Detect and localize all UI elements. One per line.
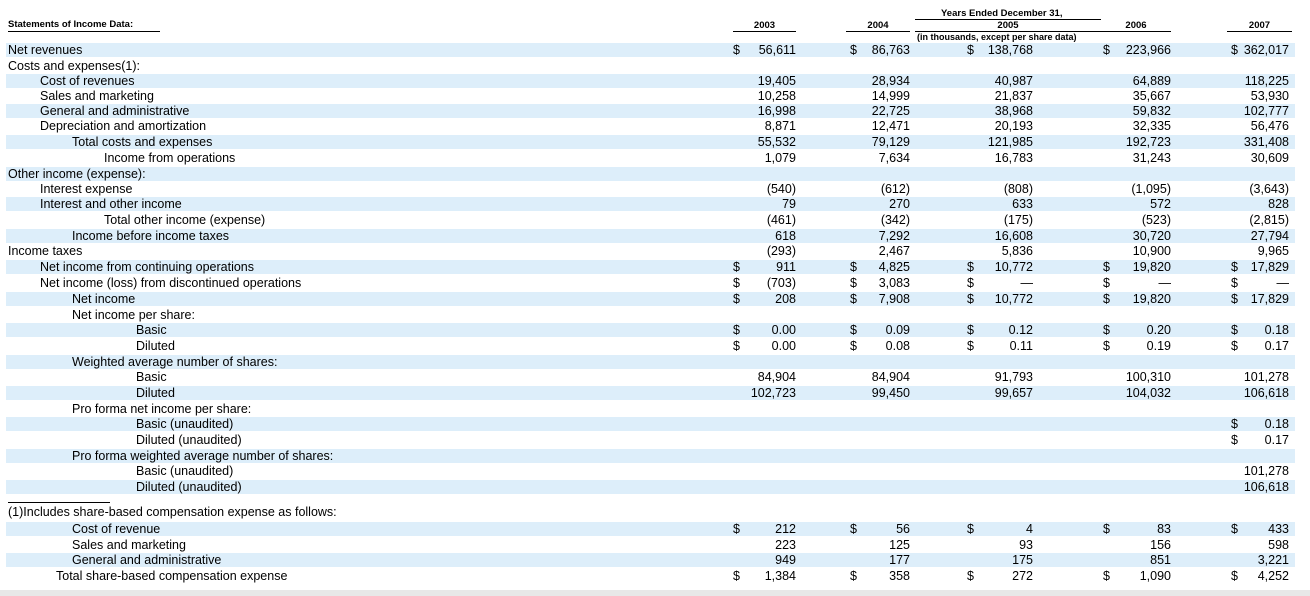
- row-value: 0.17: [1264, 433, 1289, 447]
- row-value: —: [1158, 276, 1171, 290]
- row-value: 56: [896, 522, 910, 536]
- currency-symbol: $: [1231, 43, 1238, 57]
- row-label: Net income from continuing operations: [40, 260, 255, 274]
- row-value: 104,032: [1125, 386, 1171, 400]
- page-bottom-edge: [0, 590, 1310, 596]
- currency-symbol: $: [733, 276, 740, 290]
- row-label: Pro forma weighted average number of shares:: [72, 449, 334, 463]
- row-value: 99,657: [994, 386, 1033, 400]
- year-header-2007: 2007: [1248, 20, 1271, 31]
- row-value: 30,720: [1132, 229, 1171, 243]
- row-label: Basic (unaudited): [136, 464, 234, 478]
- year-header-2003: 2003: [753, 20, 776, 31]
- row-value: 12,471: [871, 119, 910, 133]
- row-value: 16,608: [994, 229, 1033, 243]
- currency-symbol: $: [850, 276, 857, 290]
- year-header-2004: 2004: [867, 20, 889, 31]
- row-value: —: [1020, 276, 1033, 290]
- row-value: 212: [775, 522, 796, 536]
- row-label: Costs and expenses(1):: [8, 59, 141, 73]
- row-value: 433: [1268, 522, 1289, 536]
- row-label: Net revenues: [8, 43, 83, 57]
- row-value: 1,384: [764, 569, 796, 583]
- row-value: 101,278: [1243, 370, 1289, 384]
- currency-symbol: $: [1103, 339, 1110, 353]
- currency-symbol: $: [1103, 292, 1110, 306]
- row-value: 4,252: [1257, 569, 1289, 583]
- section-title-underline: [8, 31, 160, 32]
- row-value: 331,408: [1243, 135, 1289, 149]
- currency-symbol: $: [850, 522, 857, 536]
- currency-symbol: $: [850, 260, 857, 274]
- footnote-label: (1)Includes share-based compensation expense as follows:: [8, 505, 337, 519]
- row-value: 618: [775, 229, 796, 243]
- row-value: 572: [1150, 197, 1171, 211]
- row-value: 0.18: [1264, 323, 1289, 337]
- row-value: 0.19: [1146, 339, 1171, 353]
- row-label: Pro forma net income per share:: [72, 402, 252, 416]
- currency-symbol: $: [733, 569, 740, 583]
- row-value: (703): [766, 276, 796, 290]
- row-label: Net income per share:: [72, 308, 195, 322]
- row-label: Diluted (unaudited): [136, 480, 242, 494]
- row-value: 0.08: [885, 339, 910, 353]
- row-label: Total share-based compensation expense: [56, 569, 288, 583]
- row-value: 138,768: [987, 43, 1033, 57]
- year-header-2006: 2006: [1125, 20, 1147, 31]
- year-header-underline: [1227, 31, 1292, 32]
- row-value: (808): [1003, 182, 1033, 196]
- row-value: (175): [1003, 213, 1033, 227]
- row-value: 358: [889, 569, 910, 583]
- currency-symbol: $: [1103, 569, 1110, 583]
- row-value: (3,643): [1249, 182, 1289, 196]
- row-value: 17,829: [1250, 292, 1289, 306]
- row-value: 8,871: [764, 119, 796, 133]
- row-label: Diluted: [136, 339, 175, 353]
- row-value: 101,278: [1243, 464, 1289, 478]
- row-value: 0.12: [1008, 323, 1033, 337]
- row-value: 84,904: [757, 370, 796, 384]
- section-title: Statements of Income Data:: [8, 19, 134, 30]
- row-value: 20,193: [994, 119, 1033, 133]
- currency-symbol: $: [850, 43, 857, 57]
- row-value: 55,532: [757, 135, 796, 149]
- row-value: (342): [880, 213, 910, 227]
- row-value: 40,987: [994, 74, 1033, 88]
- row-label: Total other income (expense): [104, 213, 266, 227]
- currency-symbol: $: [733, 522, 740, 536]
- row-value: 10,900: [1132, 244, 1171, 258]
- currency-symbol: $: [967, 276, 974, 290]
- row-value: 223: [775, 538, 796, 552]
- row-value: 53,930: [1250, 89, 1289, 103]
- row-value: 828: [1268, 197, 1289, 211]
- currency-symbol: $: [1103, 323, 1110, 337]
- row-value: 4: [1026, 522, 1033, 536]
- row-value: 223,966: [1125, 43, 1171, 57]
- row-value: 19,820: [1132, 260, 1171, 274]
- currency-symbol: $: [1103, 260, 1110, 274]
- row-value: 38,968: [994, 104, 1033, 118]
- row-value: 0.00: [771, 339, 796, 353]
- row-label: Sales and marketing: [72, 538, 186, 552]
- currency-symbol: $: [733, 292, 740, 306]
- row-label: Weighted average number of shares:: [72, 355, 278, 369]
- currency-symbol: $: [967, 292, 974, 306]
- row-label: Sales and marketing: [40, 89, 154, 103]
- year-header-underline: [733, 31, 796, 32]
- row-label: General and administrative: [40, 104, 190, 118]
- currency-symbol: $: [1231, 339, 1238, 353]
- row-value: 93: [1019, 538, 1033, 552]
- row-value: (523): [1141, 213, 1171, 227]
- row-value: 0.20: [1146, 323, 1171, 337]
- row-label: Cost of revenues: [40, 74, 135, 88]
- row-value: 121,985: [987, 135, 1033, 149]
- row-value: 102,723: [750, 386, 796, 400]
- row-value: 1,079: [764, 151, 796, 165]
- currency-symbol: $: [850, 323, 857, 337]
- row-value: 362,017: [1243, 43, 1289, 57]
- row-value: 0.17: [1264, 339, 1289, 353]
- row-value: 31,243: [1132, 151, 1171, 165]
- row-value: 851: [1150, 553, 1171, 567]
- year-header-2005: 2005: [997, 20, 1019, 31]
- currency-symbol: $: [850, 292, 857, 306]
- row-value: 100,310: [1125, 370, 1171, 384]
- period-title-underline: [915, 19, 1101, 20]
- row-value: 91,793: [994, 370, 1033, 384]
- currency-symbol: $: [1231, 323, 1238, 337]
- currency-symbol: $: [967, 43, 974, 57]
- currency-symbol: $: [1103, 276, 1110, 290]
- year-header-underline: [846, 31, 910, 32]
- row-value: (612): [880, 182, 910, 196]
- row-label: Other income (expense):: [8, 167, 146, 181]
- row-label: Income from operations: [104, 151, 236, 165]
- row-value: 56,611: [758, 43, 796, 57]
- row-value: 59,832: [1132, 104, 1171, 118]
- row-value: 911: [776, 260, 796, 274]
- currency-symbol: $: [967, 260, 974, 274]
- row-label: Net income (loss) from discontinued operations: [40, 276, 302, 290]
- row-value: 56,476: [1250, 119, 1289, 133]
- row-value: 10,772: [994, 292, 1033, 306]
- row-value: 9,965: [1257, 244, 1289, 258]
- row-value: 2,467: [878, 244, 910, 258]
- row-value: 99,450: [871, 386, 910, 400]
- row-value: 64,889: [1132, 74, 1171, 88]
- row-value: 598: [1268, 538, 1289, 552]
- row-value: 4,825: [878, 260, 910, 274]
- currency-symbol: $: [850, 569, 857, 583]
- row-value: 272: [1012, 569, 1033, 583]
- row-value: 19,405: [757, 74, 796, 88]
- row-value: 27,794: [1250, 229, 1289, 243]
- row-value: 192,723: [1125, 135, 1171, 149]
- currency-symbol: $: [1103, 43, 1110, 57]
- row-label: Interest expense: [40, 182, 133, 196]
- row-value: 125: [889, 538, 910, 552]
- row-label: Interest and other income: [40, 197, 182, 211]
- row-value: 16,998: [757, 104, 796, 118]
- row-value: 22,725: [871, 104, 910, 118]
- row-value: 7,634: [878, 151, 910, 165]
- currency-symbol: $: [967, 522, 974, 536]
- row-value: 0.18: [1264, 417, 1289, 431]
- row-label: Cost of revenue: [72, 522, 161, 536]
- row-value: 7,908: [878, 292, 910, 306]
- row-value: 633: [1012, 197, 1033, 211]
- row-value: 14,999: [871, 89, 910, 103]
- row-value: 10,772: [994, 260, 1033, 274]
- row-value: (461): [766, 213, 796, 227]
- row-label: Net income: [72, 292, 136, 306]
- row-value: —: [1276, 276, 1289, 290]
- row-value: (1,095): [1131, 182, 1171, 196]
- row-value: 156: [1150, 538, 1171, 552]
- row-value: 175: [1012, 553, 1033, 567]
- row-value: 28,934: [871, 74, 910, 88]
- row-value: 17,829: [1250, 260, 1289, 274]
- row-value: 5,836: [1001, 244, 1033, 258]
- period-title: Years Ended December 31,: [941, 8, 1063, 19]
- currency-symbol: $: [1231, 569, 1238, 583]
- row-value: 3,083: [878, 276, 910, 290]
- row-value: 270: [889, 197, 910, 211]
- row-label: Diluted: [136, 386, 175, 400]
- row-value: 118,225: [1244, 74, 1289, 88]
- currency-symbol: $: [967, 323, 974, 337]
- row-label: Basic (unaudited): [136, 417, 234, 431]
- row-value: 21,837: [994, 89, 1033, 103]
- year-header-underline: [1101, 31, 1171, 32]
- currency-symbol: $: [733, 260, 740, 274]
- row-label: General and administrative: [72, 553, 222, 567]
- row-label: Depreciation and amortization: [40, 119, 207, 133]
- row-value: 106,618: [1243, 386, 1289, 400]
- row-value: 3,221: [1257, 553, 1289, 567]
- row-value: 0.00: [771, 323, 796, 337]
- currency-symbol: $: [1231, 276, 1238, 290]
- currency-symbol: $: [1231, 417, 1238, 431]
- row-value: 102,777: [1243, 104, 1289, 118]
- year-header-underline: [915, 31, 1101, 32]
- row-value: 19,820: [1132, 292, 1171, 306]
- row-value: 79: [782, 197, 796, 211]
- row-value: 0.09: [885, 323, 910, 337]
- row-label: Basic: [136, 370, 167, 384]
- currency-symbol: $: [967, 569, 974, 583]
- currency-symbol: $: [733, 43, 740, 57]
- row-label: Income taxes: [8, 244, 83, 258]
- currency-symbol: $: [850, 339, 857, 353]
- row-value: (293): [766, 244, 796, 258]
- row-value: 7,292: [878, 229, 910, 243]
- row-band: [6, 167, 1295, 181]
- row-value: (540): [766, 182, 796, 196]
- currency-symbol: $: [967, 339, 974, 353]
- row-value: 10,258: [757, 89, 796, 103]
- row-value: 0.11: [1009, 339, 1033, 353]
- currency-symbol: $: [1103, 522, 1110, 536]
- row-value: 208: [775, 292, 796, 306]
- currency-symbol: $: [1231, 433, 1238, 447]
- currency-symbol: $: [733, 339, 740, 353]
- row-value: 32,335: [1132, 119, 1171, 133]
- row-label: Income before income taxes: [72, 229, 230, 243]
- row-value: 1,090: [1139, 569, 1171, 583]
- units-note: (in thousands, except per share data): [917, 32, 1077, 42]
- row-value: (2,815): [1249, 213, 1289, 227]
- footnote-rule: [8, 502, 110, 503]
- row-label: Basic: [136, 323, 167, 337]
- row-value: 84,904: [871, 370, 910, 384]
- row-value: 79,129: [871, 135, 910, 149]
- row-label: Total costs and expenses: [72, 135, 213, 149]
- currency-symbol: $: [1231, 260, 1238, 274]
- row-value: 86,763: [871, 43, 910, 57]
- currency-symbol: $: [1231, 522, 1238, 536]
- row-value: 16,783: [994, 151, 1033, 165]
- currency-symbol: $: [733, 323, 740, 337]
- row-value: 30,609: [1250, 151, 1289, 165]
- row-value: 177: [889, 553, 910, 567]
- row-label: Diluted (unaudited): [136, 433, 242, 447]
- row-value: 106,618: [1243, 480, 1289, 494]
- row-value: 83: [1157, 522, 1171, 536]
- row-value: 35,667: [1132, 89, 1171, 103]
- row-value: 949: [775, 553, 796, 567]
- currency-symbol: $: [1231, 292, 1238, 306]
